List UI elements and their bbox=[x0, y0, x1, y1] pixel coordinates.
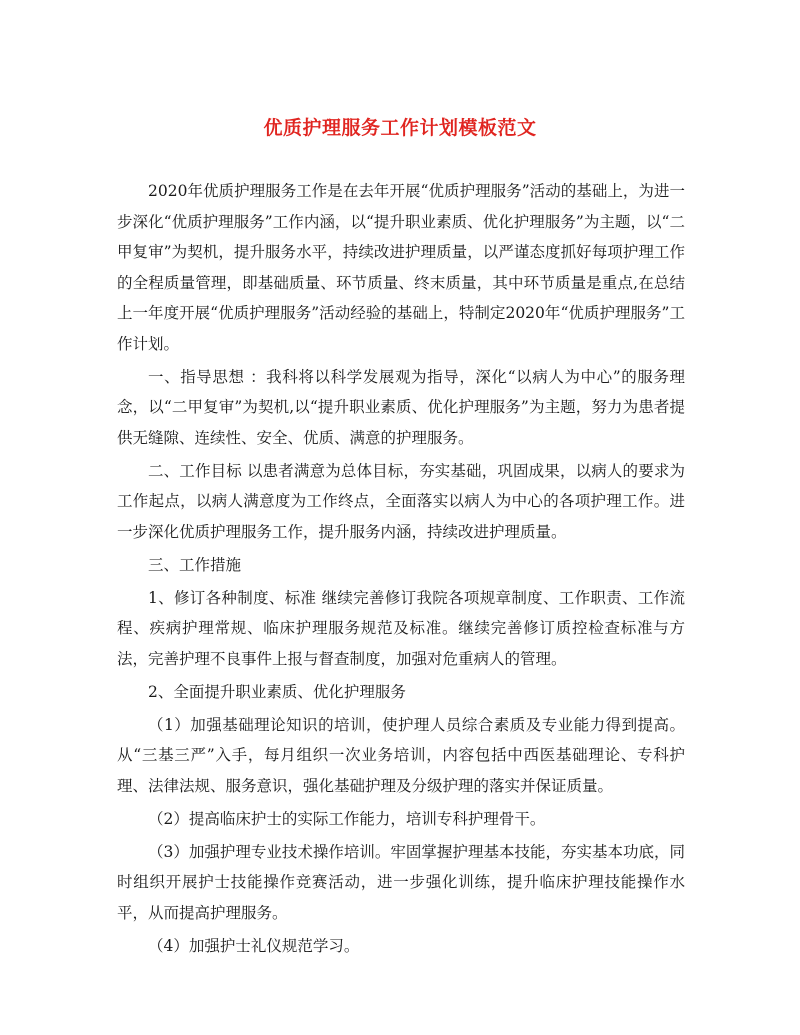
paragraph-measure-2-item-2: （2）提高临床护士的实际工作能力，培训专科护理骨干。 bbox=[148, 809, 546, 828]
paragraph-work-measures-heading: 三、工作措施 bbox=[148, 555, 242, 574]
paragraph-intro: 2020年优质护理服务工作是在去年开展“优质护理服务”活动的基础上，为进一步深化“优质护理服务”工作内涵，以“提升职业素质、优化护理服务”为主题，以“二甲复审”为契机，提升服务水平，持续改进护理质量，以严谨态度抓好每项护理工作的全程质量管理，即基础质量、环节质量、终末质量，其中环节质量是重点,在总结上一年度开展“优质护理服务”活动经验的基础上，特制定2020年“优质护理服务”工作计划。 bbox=[117, 182, 685, 353]
paragraph-measure-1: 1、修订各种制度、标准 继续完善修订我院各项规章制度、工作职责、工作流程、疾病护理常规、临床护理服务规范及标准。继续完善修订质控检查标准与方法，完善护理不良事件上报与督查制度，加强对危重病人的管理。 bbox=[117, 588, 685, 668]
paragraph-measure-2-item-3: （3）加强护理专业技术操作培训。牢固掌握护理基本技能，夯实基本功底，同时组织开展护士技能操作竞赛活动，进一步强化训练，提升临床护理技能操作水平，从而提高护理服务。 bbox=[117, 842, 685, 922]
paragraph-measure-2-heading: 2、全面提升职业素质、优化护理服务 bbox=[148, 682, 406, 701]
paragraph-measure-2-item-4: （4）加强护士礼仪规范学习。 bbox=[148, 936, 360, 955]
document-title: 优质护理服务工作计划模板范文 bbox=[263, 117, 537, 139]
paragraph-measure-2-item-1: （1）加强基础理论知识的培训，使护理人员综合素质及专业能力得到提高。从“三基三严”入手，每月组织一次业务培训，内容包括中西医基础理论、专科护理、法律法规、服务意识，强化基础护理及分级护理的落实并保证质量。 bbox=[117, 715, 685, 795]
document-body bbox=[117, 176, 685, 964]
paragraph-work-goals: 二、工作目标 以患者满意为总体目标，夯实基础，巩固成果，以病人的要求为工作起点，以病人满意度为工作终点，全面落实以病人为中心的各项护理工作。进一步深化优质护理服务工作，提升服务内涵，持续改进护理质量。 bbox=[117, 461, 685, 541]
paragraph-guiding-ideology: 一、指导思想 ：我科将以科学发展观为指导，深化“以病人为中心”的服务理念，以“二甲复审”为契机,以“提升职业素质、优化护理服务”为主题，努力为患者提供无缝隙、连续性、安全、优质、满意的护理服务。 bbox=[117, 367, 685, 447]
